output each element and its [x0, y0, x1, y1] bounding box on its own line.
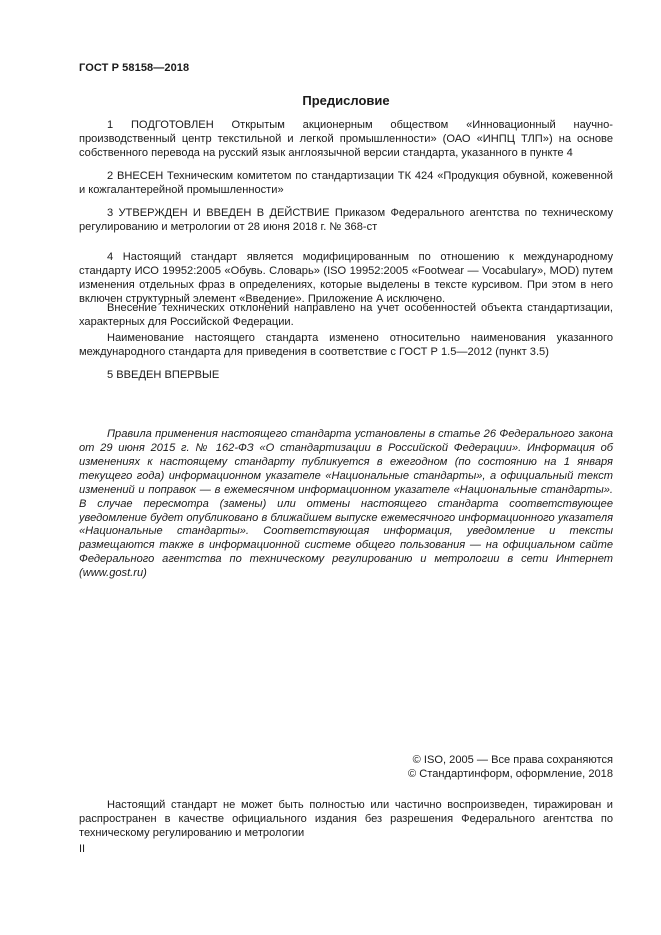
section-2-paragraph: 2 ВНЕСЕН Техническим комитетом по стандартизации ТК 424 «Продукция обувной, кожевенной и кожгалантерейной промышленности» [79, 170, 613, 196]
section-1-paragraph: 1 ПОДГОТОВЛЕН Открытым акционерным обществом «Инновационный научно-производственный центр текстильной и легкой промышленности» (ОАО «ИНПЦ ТЛП») на основе собственного перевода на русский язык англоязычной версии стандарта, указанного в пункте 4 [79, 119, 613, 159]
section-5-paragraph: 5 ВВЕДЕН ВПЕРВЫЕ [107, 369, 220, 382]
document-code: ГОСТ Р 58158—2018 [79, 62, 190, 74]
standard-usage-notice: Правила применения настоящего стандарта установлены в статье 26 Федерального закона от 29 июня 2015 г. № 162-ФЗ «О стандартизации в Российской Федерации». Информация об изменениях к настоящему стандарту публикуется в ежегодном (по состоянию на 1 января текущего года) информационном указателе «Национальные стандарты», а официальный текст изменений и поправок — в ежемесячном информационном указателе «Национальные стандарты». В случае пересмотра (замены) или отмены настоящего стандарта соответствующее уведомление будет опубликовано в ближайшем выпуске ежемесячного информационного указателя «Национальные стандарты». Соответствующая информация, уведомление и тексты размещаются также в информационной системе общего пользования — на официальном сайте Федерального агентства по техническому регулированию и метрологии в сети Интернет (www.gost.ru) [79, 428, 613, 580]
standartinform-copyright: © Стандартинформ, оформление, 2018 [408, 768, 613, 780]
section-3-paragraph: 3 УТВЕРЖДЕН И ВВЕДЕН В ДЕЙСТВИЕ Приказом Федерального агентства по техническому регулированию и метрологии от 28 июня 2018 г. № 368-ст [79, 207, 613, 233]
iso-copyright: © ISO, 2005 — Все права сохраняются [412, 754, 613, 766]
page-number: II [79, 843, 86, 855]
section-4-paragraph: 4 Настоящий стандарт является модифицированным по отношению к международному стандарту ИСО 19952:2005 «Обувь. Словарь» (ISO 19952:2005 «Footwear — Vocabulary», MOD) путем изменения отдельных фраз в определениях, которые выделены в тексте курсивом. При этом в него включен структурный элемент «Введение». Приложение А исключено. [79, 251, 613, 305]
reproduction-restriction: Настоящий стандарт не может быть полностью или частично воспроизведен, тиражирован и распространен в качестве официального издания без разрешения Федерального агентства по техническому регулированию и метрологии [79, 799, 613, 839]
section-4-title-change-paragraph: Наименование настоящего стандарта изменено относительно наименования указанного международного стандарта для приведения в соответствие с ГОСТ Р 1.5—2012 (пункт 3.5) [79, 332, 613, 358]
page-title: Предисловие [302, 93, 390, 108]
section-4-deviations-paragraph: Внесение технических отклонений направлено на учет особенностей объекта стандартизации, характерных для Российской Федерации. [79, 302, 613, 328]
